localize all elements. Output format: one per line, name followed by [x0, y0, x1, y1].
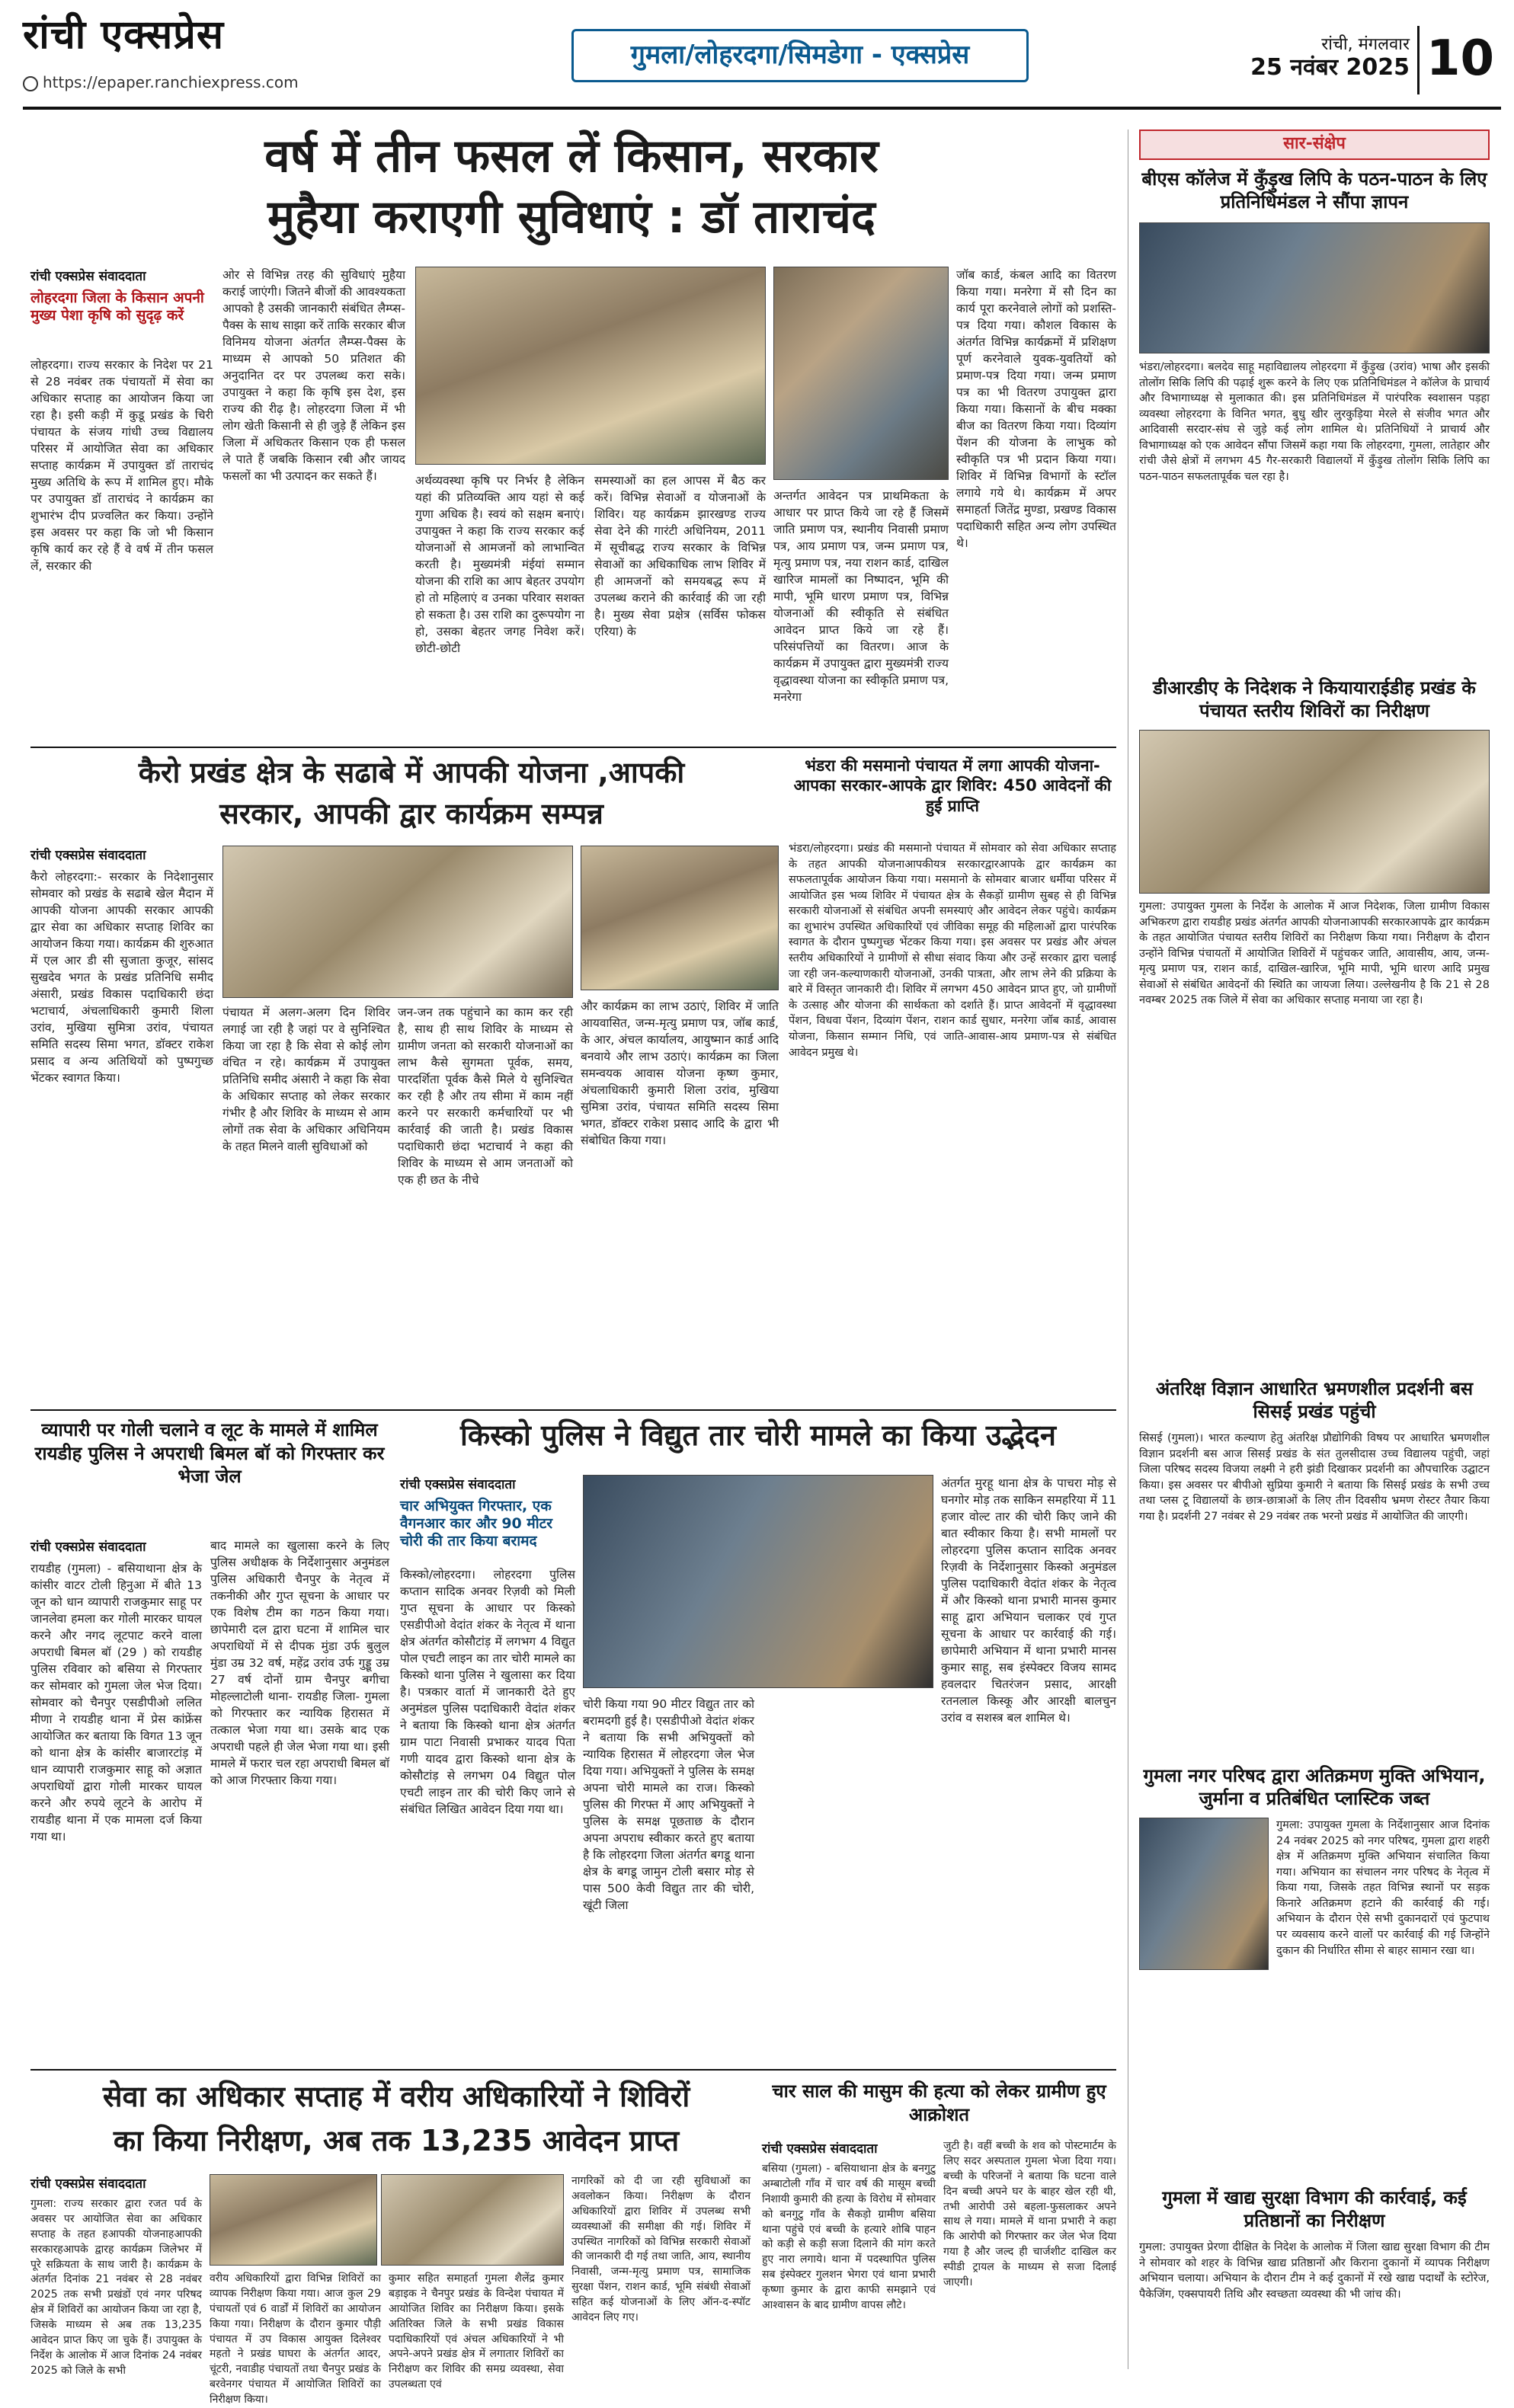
story3-headline: भंडरा की मसमानो पंचायत में लगा आपकी योजना-आपका सरकार-आपके द्वार शिविर: 450 आवेदनों की हुई प्राप्ति — [793, 756, 1112, 815]
globe-icon — [23, 76, 38, 91]
story5-photo-accused — [583, 1475, 933, 1688]
story2-byline: रांची एक्सप्रेस संवाददाता — [30, 848, 146, 863]
story6-headline-line2: का किया निरीक्षण, अब तक 13,235 आवेदन प्राप्त — [113, 2124, 680, 2157]
sidebar-tag: सार-संक्षेप — [1139, 130, 1490, 160]
story4-headline: व्यापारी पर गोली चलाने व लूट के मामले में शामिल रायडीह पुलिस ने अपराधी बिमल बॉ को गिरफ्तार कर भेजा जेल — [34, 1419, 385, 1488]
story2-col-4: और कार्यक्रम का लाभ उठाएं, शिविर में जाति आयवासित, जन्म-मृत्यु प्रमाण पत्र, जॉब कार्ड, के आर, अंचल कार्यालय, आयुष्मान कार्ड आदि बनवाये और लाभ उठाएं। कार्यक्रम का जिला समन्वयक आवास योजना कृष्ण कुमार, अंचलाधिकारी कुमारी शिला उरांव, मुखिया सुमित्रा उरांव, पंचायत समिति सदस्य सिमा भगत, डॉक्टर राकेश प्रसाद आदि के द्वारा भी संबोधित किया गया। — [581, 999, 779, 1147]
lead-photo-speaker — [773, 267, 949, 480]
masthead-rule — [23, 107, 1501, 110]
story6-col-4: नागरिकों को दी जा रही सुविधाओं का अवलोकन किया। निरीक्षण के दौरान अधिकारियों द्वारा शिविर में उपलब्ध सभी व्यवस्थाओं की समीक्षा की गई। शिविर में उपस्थित नागरिकों को विभिन्न सरकारी सेवाओं की जानकारी दी गई तथा जाति, आय, स्थानीय निवासी, जन्म-मृत्यु प्रमाण पत्र, सामाजिक सुरक्षा पेंशन, राशन कार्ड, भूमि संबंधी सेवाओं सहित कई योजनाओं के लिए ऑन-द-स्पॉट आवेदन लिए गए। — [571, 2175, 751, 2323]
url-text: https://epaper.ranchiexpress.com — [43, 73, 299, 91]
lead-col-3: अर्थव्यवस्था कृषि पर निर्भर है लेकिन यहां की प्रतिव्यक्ति आय यहां से कई गुणा अधिक है। स्वयं को सक्षम बनाएं। उपायुक्त ने कहा कि राज्य सरकार कई योजनाओं से आमजनों को लाभान्वित करती है। मुख्यमंत्री मंईयां सम्मान योजना की राशि का आप बेहतर उपयोग हो तो महिलाएं व उनका परिवार सशक्त हो सकता है। उस राशि का दुरूपयोग ना हो, उसका बेहतर जगह निवेश करें। छोटी-छोटी — [415, 474, 584, 655]
story2-col-2: पंचायत में अलग-अलग दिन शिविर लगाई जा रही है जहां पर वे सुनिश्चित किया जा रहा है कि सेवा से कोई लोग वंचित न रहे। कार्यक्रम में उपायुक्त प्रतिनिधि समीद अंसारी ने कहा कि सेवा के अधिकार सप्ताह को लेकर सरकार गंभीर है और शिविर के माध्यम से आम लोगों तक सेवा के अधिकार अधिनियम के तहत मिलने वाली सुविधाओं को — [222, 1006, 390, 1153]
newspaper-logo: रांची एक्सप्रेस — [23, 11, 225, 58]
lead-col-5: अन्तर्गत आवेदन पत्र प्राथमिकता के आधार पर प्राप्त किये जा रहे हैं जिसमें जाति प्रमाण पत्र, स्थानीय निवासी प्रमाण पत्र, आय प्रमाण पत्र, जन्म प्रमाण पत्र, मृत्यु प्रमाण पत्र, नया राशन कार्ड, दाखिल खारिज मामलों का निष्पादन, भूमि की मापी, भूमि धारण प्रमाण पत्र, विभिन्न योजनाओं की स्वीकृति से संबंधित आवेदन प्राप्त किये जा रहे हैं। परिसंपत्तियों का वितरण। आज के कार्यक्रम में उपायुक्त द्वारा मुख्यमंत्री राज्य वृद्धावस्था योजना का स्वीकृति प्रमाण पत्र, मनरेगा — [773, 489, 949, 704]
sidebar-story3-body: सिसई (गुमला)। भारत कल्याण हेतु अंतरिक्ष प्रौद्योगिकी विषय पर आधारित भ्रमणशील विज्ञान प्रदर्शनी बस आज सिसई प्रखंड के संत तुलसीदास उच्च विद्यालय पहुंची, जहां जिला परिषद सदस्य विजया लक्ष्मी ने हरी झंडी दिखाकर प्रदर्शनी का औपचारिक उद्घाटन किया। इस अवसर पर बीपीओ सुप्रिया कुमारी ने बताया कि सिसई प्रखंड के सभी उच्च तथा प्लस टू विद्यालयों के छात्र-छात्राओं के लिए तीन दिवसीय भ्रमण रोस्टर तैयार किया गया है। प्रदर्शनी 27 नवंबर से 29 नवंबर तक भरनो प्रखंड में आयोजित की जाएगी। — [1139, 1432, 1490, 1523]
lead-byline: रांची एक्सप्रेस संवाददाता — [30, 269, 146, 284]
mid-rule — [30, 1409, 1116, 1411]
section-banner: गुमला/लोहरदगा/सिमडेगा - एक्सप्रेस — [571, 29, 1029, 82]
story5-col-3-lower — [762, 1696, 933, 2061]
story4-col-1: रायडीह (गुमला) - बसियाथाना क्षेत्र के कांसीर वाटर टोली हिनुआ में बीते 13 जून को धान व्यापारी राजकुमार साहू पर जानलेवा हमला कर गोली मारकर घायल करने और नगद लूटपाट करने वाला अपराधी बिमल बॉ (29 ) को रायडीह पुलिस रविवार को बसिया से गिरफ्तार कर सोमवार को गुमला जेल भेज दिया। सोमवार को चैनपुर एसडीपीओ ललित मीणा ने रायडीह थाना में प्रेस कांफ्रेंस आयोजित कर बताया कि विगत 13 जून को थाना क्षेत्र के कांसीर बाजारटांड़ में धान व्यापारी राजकुमार साहू को अज्ञात अपराधियों द्वारा गोली मारकर घायल करने और रुपये लूटने के आरोप में रायडीह थाना में एक मामला दर्ज किया गया था। — [30, 1562, 202, 1844]
story6-col-2: वरीय अधिकारियों द्वारा विभिन्न शिविरों का व्यापक निरीक्षण किया गया। आज कुल 29 पंचायतों एवं 6 वार्डों में शिविरों का आयोजन किया गया। निरीक्षण के दौरान कुमार पौड़ी पंचायत में उप विकास आयुक्त दिलेश्वर महतो ने प्रखंड घाघरा के अंतर्गत आदर, चूंटरी, नवाडीह पंचायतों तथा चैनपुर प्रखंड के बरवेनगर पंचायत में आयोजित शिविरों का निरीक्षण किया। — [210, 2272, 381, 2406]
sidebar-story2-photo — [1139, 730, 1490, 894]
story6-col-3: कुमार सहित समाहर्ता गुमला शैलेंद्र कुमार बड़ाइक ने चैनपुर प्रखंड के विन्देश पंचायत में आयोजित शिविर का निरीक्षण किया। इसके अतिरिक्त जिले के सभी प्रखंड विकास पदाधिकारियों एवं अंचल अधिकारियों ने भी अपने-अपने प्रखंड क्षेत्र में लगातार शिविरों का निरीक्षण कर शिविर की समग्र व्यवस्था, सेवा उपलब्धता एवं — [389, 2272, 564, 2391]
story6-headline-line1: सेवा का अधिकार सप्ताह में वरीय अधिकारियों ने शिविरों — [102, 2080, 690, 2113]
sidebar-story4-body-continued — [1139, 1976, 1490, 2189]
sidebar-story3-headline: अंतरिक्ष विज्ञान आधारित भ्रमणशील प्रदर्शनी बस सिसई प्रखंड पहुंची — [1155, 1378, 1474, 1422]
lower-rule — [30, 2069, 1116, 2071]
story7-byline: रांची एक्सप्रेस संवाददाता — [762, 2141, 878, 2157]
lead-headline-line2: मुहैया कराएगी सुविधाएं : डॉ ताराचंद — [267, 190, 875, 244]
lead-col-6: जॉब कार्ड, कंबल आदि का वितरण किया गया। मनरेगा में सौ दिन का कार्य पूरा करनेवाले लोगों को प्रशस्ति-पत्र दिया गया। कौशल विकास के अंतर्गत विभिन्न कार्यक्रमों में प्रशिक्षण पूर्ण करनेवाले युवक-युवतियों को प्रमाण-पत्र दिया गया। जन्म प्रमाण पत्र का भी वितरण उपायुक्त द्वारा किया गया। किसानों के बीच मक्का बीज का वितरण किया गया। दिव्यांग पेंशन की योजना के लाभुक को स्वीकृति पत्र भी प्रदान किया गया। शिविर में विभिन्न विभागों के स्टॉल लगाये गये थे। कार्यक्रम में अपर समाहर्ता जितेंद्र मुण्डा, प्रखण्ड विकास पदाधिकारी सहित अन्य लोग उपस्थित थे। — [956, 268, 1116, 550]
lead-col-4: समस्याओं का हल आपस में बैठ कर करें। विभिन्न सेवाओं व योजनाओं के शिविर। यह कार्यक्रम झारखण्ड राज्य सेवा देने की गारंटी अधिनियम, 2011 में सूचीबद्ध राज्य सरकार के विभिन्न सेवाओं का अधिकाधिक लाभ शिविर में ही आमजनों को समयबद्ध रूप में उपलब्ध कराने की कार्रवाई की जा रही है। मुख्य सेवा प्रक्षेत्र (सर्विस फोकस एरिया) के — [594, 474, 766, 638]
sidebar-story1-photo — [1139, 222, 1490, 353]
sidebar-story1-headline: बीएस कॉलेज में कुँड़ुख लिपि के पठन-पाठन के लिए प्रतिनिधिमंडल ने सौंपा ज्ञापन — [1141, 168, 1487, 213]
sidebar-story1-body: भंडरा/लोहरदगा। बलदेव साहू महाविद्यालय लोहरदगा में कुँड़ुख (उरांव) भाषा और इसकी तोलोंग सिकि लिपि की पढ़ाई शुरू करने के लिए एक प्रतिनिधिमंडल ने कॉलेज के प्राचार्य और विभागाध्यक्ष से मुलाकात की। इस प्रतिनिधिमंडल में पारंपरिक स्वशासन पड़हा व्यवस्था लोहरदगा के विनित भगत, बुधु खीर लुरकुड़िया मेरले से संजीव भगत और आदिवासी सरदार-संघ से जुड़े कई लोग शामिल थे। प्रतिनिधियों ने प्राचार्य और विभागाध्यक्ष को एक आवेदन सौंपा जिसमें कहा गया कि लोहरदगा, गुमला, लातेहार और रांची जैसे क्षेत्रों में लगभग 45 गैर-सरकारी विद्यालयों में कुँड़ुख तोलोंग सिकि लिपि का पठन-पाठन सफलतापूर्वक चल रहा है। — [1139, 361, 1490, 484]
story6-photo-1 — [210, 2174, 377, 2266]
sidebar-story2-headline: डीआरडीए के निदेशक ने कियायाराईडीह प्रखंड के पंचायत स्तरीय शिविरों का निरीक्षण — [1153, 677, 1476, 721]
lead-col-1: लोहरदगा। राज्य सरकार के निदेश पर 21 से 28 नवंबर तक पंचायतों में सेवा का अधिकार सप्ताह का आयोजन किया जा रहा है। इसी कड़ी में कुडू प्रखंड के चिरी पंचायत के संजय गांधी उच्च विद्यालय परिसर में आयोजित सेवा का अधिकार सप्ताह कार्यक्रम में उपायुक्त डॉ ताराचंद मुख्य अतिथि के रूप में शामिल हुए। मौके पर उपायुक्त डॉ ताराचंद ने कार्यक्रम का शुभारंभ दीप प्रज्वलित कर किया। उन्होंने इस अवसर पर कहा कि जो भी किसान कृषि कार्य कर रहे हैं वे वर्ष में तीन फसल लें, सरकार की — [30, 358, 213, 573]
story2-headline-line2: सरकार, आपकी द्वार कार्यक्रम सम्पन्न — [219, 797, 603, 830]
story5-col-3: अंतर्गत मुरहू थाना क्षेत्र के पाचरा मोड़ से घनगोर मोड़ तक साकिन समहरिया में 11 हजार वोल्ट तार की चोरी किए जाने की बात स्वीकार किया है। सभी मामलों पर लोहरदगा पुलिस कप्तान सादिक अनवर रिज़वी के निर्देशानुसार किस्को अनुमंडल पुलिस पदाधिकारी वेदांत शंकर के नेतृत्व में और किस्को थाना प्रभारी मानस कुमार साहू द्वारा अभियान चलाकर एवं गुप्त सूचना के आधार पर कार्रवाई की गई। छापेमारी अभियान में थाना प्रभारी मानस कुमार साहू, सब इंस्पेक्टर विजय सामद हवलदार चितरंजन प्रसाद, आरक्षी रतनलाल किस्कू और आरक्षी बालचुन उरांव व सशस्त्र बल शामिल थे। — [941, 1476, 1116, 1725]
story5-subheadline: चार अभियुक्त गिरफ्तार, एक वैगनआर कार और 90 मीटर चोरी की तार किया बरामद — [400, 1498, 553, 1549]
sidebar-story5-headline: गुमला में खाद्य सुरक्षा विभाग की कार्रवाई, कई प्रतिष्ठानों का निरीक्षण — [1162, 2187, 1467, 2231]
story5-headline: किस्को पुलिस ने विद्युत तार चोरी मामले का किया उद्भेदन — [460, 1418, 1056, 1452]
lead-bottom-rule — [30, 747, 1116, 748]
story2-headline-line1: कैरो प्रखंड क्षेत्र के सढाबे में आपकी योजना ,आपकी — [138, 756, 685, 789]
lead-headline-line1: वर्ष में तीन फसल लें किसान, सरकार — [264, 130, 879, 183]
story2-col-1: कैरो लोहरदगा:- सरकार के निदेशानुसार सोमवार को प्रखंड के सढाबे खेल मैदान में आपकी योजना आपकी सरकार आपकी द्वार सेवा का अधिकार सप्ताह शिविर का आयोजन किया गया। कार्यक्रम की शुरुआत में एल आर डी सी सुजाता कुजूर, सांसद सुखदेव भगत के प्रखंड प्रतिनिधि समीद अंसारी, प्रखंड विकास पदाधिकारी छंदा भटाचार्य, अंचलाधिकारी कुमारी शिला उरांव, मुखिया सुमित्रा उरांव, पंचायत समिति सदस्य सिमा भगत, डॉक्टर राकेश प्रसाद व अन्य अतिथियों को पुष्पगुच्छ भेंटकर स्वागत किया। — [30, 870, 213, 1085]
city-day: रांची, मंगलवार — [1321, 35, 1410, 54]
story5-byline: रांची एक्सप्रेस संवाददाता — [400, 1477, 516, 1492]
epaper-url[interactable] — [23, 73, 343, 96]
story7-col-1: बसिया (गुमला) - बसियाथाना क्षेत्र के बनगुटु अम्बाटोली गाँव में चार वर्ष की मासूम बच्ची निशायी कुमारी की हत्या के विरोध में सोमवार को बनगुटु गाँव के सैकड़ो ग्रामीण बसिया थाना पहुंचे एवं बच्ची के हत्यारे शोबि पाहन को कड़ी से कड़ी सजा दिलाने की मांग करते हुए नारा लगाये। थाना में पदस्थापित पुलिस सब इंस्पेक्टर गुलशन भेगरा एवं थाना प्रभारी कृष्णा कुमार के द्वारा काफी समझाने एवं आश्वासन के बाद ग्रामीण वापस लौटे। — [762, 2163, 936, 2311]
story7-headline: चार साल की मासुम की हत्या को लेकर ग्रामीण हुए आक्रोशत — [772, 2080, 1106, 2126]
dateline — [1189, 34, 1410, 94]
sidebar-story5-body: गुमला: उपायुक्त प्रेरणा दीक्षित के निदेश के आलोक में जिला खाद्य सुरक्षा विभाग की टीम ने सोमवार को शहर के विभिन्न खाद्य प्रतिष्ठानों और किराना दुकानों में व्यापक निरीक्षण अभियान चलाया। अभियान के दौरान टीम ने कई दुकानों में रखे खाद्य पदार्थों के स्टोरेज, पैकेजिंग, एक्सपायरी तिथि और स्वच्छता व्यवस्था की भी जांच की। — [1139, 2241, 1490, 2301]
lead-photo-audience — [415, 267, 766, 465]
story6-photo-2 — [381, 2174, 564, 2266]
story2-col-3: जन-जन तक पहुंचाने का काम कर रही है, साथ ही साथ शिविर के माध्यम से ग्रामीण जनता को सरकारी योजनाओं का लाभ कैसे सुगमता पूर्वक, समय, पारदर्शिता पूर्वक कैसे मिले ये सुनिश्चित कर रही है और तय सीमा में काम नहीं करने पर सरकारी कर्मचारियों पर भी कार्रवाई की जाती है। प्रखंड विकास पदाधिकारी छंदा भटाचार्य ने कहा की शिविर के माध्यम से आम जनताओं को एक ही छत के नीचे — [398, 1006, 573, 1187]
story6-byline: रांची एक्सप्रेस संवाददाता — [30, 2176, 146, 2192]
page-number: 10 — [1417, 26, 1501, 94]
sidebar-story4-body: गुमला: उपायुक्त गुमला के निर्देशानुसार आज दिनांक 24 नवंबर 2025 को नगर परिषद, गुमला द्वारा शहरी क्षेत्र में अतिक्रमण मुक्ति अभियान संचालित किया गया। अभियान का संचालन नगर परिषद के नेतृत्व में किया गया, जिसके तहत विभिन्न स्थानों पर सड़क किनारे अतिक्रमण हटाने की कार्रवाई की गई। अभियान के दौरान ऐसे सभी दुकानदारों एवं फुटपाथ पर व्यवसाय करने वालों पर कार्रवाई की गई जिन्होंने दुकान की निर्धारित सीमा से बाहर सामान रखा था। — [1276, 1819, 1490, 1957]
lead-col-2: ओर से विभिन्न तरह की सुविधाएं मुहैया कराई जाएंगी। जितने बीजों की आवश्यकता आपको है उसकी जानकारी संबंधित लैम्प्स-पैक्स के साथ साझा करें ताकि सरकार बीज विनिमय योजना अंतर्गत लैम्प्स-पैक्स के माध्यम से आपको 50 प्रतिशत की अनुदानित दर पर उपलब्ध करा सके। उपायुक्त ने कहा कि कृषि इस देश, इस राज्य की रीढ़ है। लोहरदगा जिला में भी लोग खेती किसानी से ही जुड़े हैं लेकिन इस जिला में अधिकतर किसान एक ही फसल ले पाते हैं जबकि किसान रबी और जायद फसलों का भी उत्पादन कर सकते हैं। — [222, 268, 405, 483]
sidebar-story4-headline: गुमला नगर परिषद द्वारा अतिक्रमण मुक्ति अभियान, जुर्माना व प्रतिबंधित प्लास्टिक जब्त — [1143, 1765, 1486, 1809]
story6-col-1: गुमला: राज्य सरकार द्वारा रजत पर्व के अवसर पर आयोजित सेवा का अधिकार सप्ताह के तहत हआपकी योजनाहआपकी सरकारहआपके द्वारह कार्यक्रम जिलेभर में पूरे सक्रियता के साथ जारी है। कार्यक्रम के अंतर्गत दिनांक 21 नवंबर से 28 नवंबर 2025 तक सभी प्रखंडों एवं नगर परिषद क्षेत्र में शिविरों का आयोजन किया जा रहा है, जिसके माध्यम से अब तक 13,235 आवेदन प्राप्त किए जा चुके हैं। उपायुक्त के निर्देश के आलोक में आज दिनांक 24 नवंबर 2025 को जिले के सभी — [30, 2198, 202, 2377]
issue-date: 25 नवंबर 2025 — [1250, 54, 1410, 81]
story2-photo-camp — [581, 846, 779, 990]
sidebar-story2-body: गुमला: उपायुक्त गुमला के निर्देश के आलोक में आज निदेशक, जिला ग्रामीण विकास अभिकरण द्वारा रायडीह प्रखंड अंतर्गत आपकी योजनाआपकी सरकारआपके द्वार कार्यक्रम के तहत आयोजित पंचायत स्तरीय शिविरों का निरीक्षण किया गया। निरीक्षण के दौरान उन्होंने विभिन्न पंचायतों में आयोजित शिविरों में पहुंचकर जाति, आवासीय, आय, जन्म-मृत्यु प्रमाण पत्र, राशन कार्ड, दाखिल-खारिज, भूमि मापी, भूमि धारण आदि प्रमुख सेवाओं से संबंधित आवेदनों की स्थिति का जायजा लिया। उल्लेखनीय है कि 21 से 28 नवम्बर 2025 तक जिले में सेवा का अधिकार सप्ताह मनाया जा रहा है। — [1139, 900, 1490, 1007]
story5-col-1: किस्को/लोहरदगा। लोहरदगा पुलिस कप्तान सादिक अनवर रिज़वी को मिली गुप्त सूचना के आधार पर किस्को एसडीपीओ वेदांत शंकर के नेतृत्व में थाना क्षेत्र अंतर्गत कोसौटांड़ में लगभग 4 विद्युत पोल एचटी लाइन का तार चोरी मामले का किस्को थाना पुलिस ने खुलासा कर दिया है। पत्रकार वार्ता में जानकारी देते हुए अनुमंडल पुलिस पदाधिकारी वेदांत शंकर ने बताया कि किस्को थाना क्षेत्र अंतर्गत ग्राम पाटा निवासी प्रभाकर यादव पिता गणी यादव द्वारा किस्को थाना क्षेत्र के कोसौटांड़ से लगभग 04 विद्युत पोल एचटी लाइन तार की चोरी किए जाने से संबंधित लिखित आवेदन दिया गया था। — [400, 1568, 575, 1816]
story5-col-2: चोरी किया गया 90 मीटर विद्युत तार को बरामदगी हुई है। एसडीपीओ वेदांत शंकर ने बताया कि सभी अभियुक्तों को न्यायिक हिरासत में लोहरदगा जेल भेज दिया गया। अभियुक्तों ने पुलिस के समक्ष अपना चोरी मामले का राज। किस्को पुलिस की गिरफ्त में आए अभियुक्तों ने पुलिस के समक्ष पूछताछ के दौरान अपना अपराध स्वीकार करते हुए बताया है कि लोहरदगा जिला अंतर्गत बगडू थाना क्षेत्र के बगडू जामुन टोली बसार मोड़ से पास 500 केवी विद्युत तार की चोरी, खूंटी जिला — [583, 1697, 754, 1912]
story2-photo-dais — [222, 846, 573, 998]
story4-byline: रांची एक्सप्रेस संवाददाता — [30, 1540, 146, 1555]
story3-body: भंडरा/लोहरदगा। प्रखंड की मसमानो पंचायत में सोमवार को सेवा अधिकार सप्ताह के तहत आपकी योजनाआपकीयत्र सरकारद्वारआपके द्वार कार्यक्रम का सफलतापूर्वक आयोजन किया गया। मसमानो के सोमवार बाजार धर्मीया परिसर में आयोजित इस भव्य शिविर में पंचायत क्षेत्र के सैकड़ों ग्रामीण सुबह से ही विभिन्न सरकारी योजनाओं से संबंधित अपनी समस्याएं और आवेदन लेकर पहुंचे। कार्यक्रम का शुभारंभ उपस्थित अधिकारियों एवं जीविका समूह की महिलाओं द्वारा पारंपरिक स्वागत के दौरान पुष्पगुच्छ भेंटकर किया गया। इस अवसर पर प्रखंड और अंचल स्तरीय अधिकारियों ने ग्रामीणों से सीधा संवाद किया और उन्हें सरकार द्वारा चलाई जा रही जन-कल्याणकारी योजनाओं, उनकी पात्रता, और लाभ लेने की प्रक्रिया के बारे में विस्तृत जानकारी दी। शिविर में लगभग 450 आवेदन प्राप्त हुए, जो ग्रामीणों के उत्साह और योजना की सार्थकता को दर्शाते हैं। प्राप्त आवेदनों में वृद्धावस्था पेंशन, विधवा पेंशन, दिव्यांग पेंशन, राशन कार्ड सुधार, मनरेगा जॉब कार्ड, आवास योजना, किसान सम्मान निधि, एवं जाति-आवास-आय प्रमाण-पत्र से संबंधित आवेदन प्रमुख थे। — [789, 843, 1116, 1059]
story7-col-2: जुटी है। वहीं बच्ची के शव को पोस्टमार्टम के लिए सदर अस्पताल गुमला भेजा दिया गया। बच्ची के परिजनों ने बताया कि घटना वाले दिन बच्ची अपने घर के बाहर खेल रही थी, तभी आरोपी उसे बहला-फुसलाकर अपने साथ ले गया। मामले में थाना प्रभारी ने कहा कि आरोपी को गिरफ्तार कर जेल भेज दिया गया है और जल्द ही चार्जशीट दाखिल कर स्पीडी ट्रायल के माध्यम से सजा दिलाई जाएगी। — [943, 2140, 1116, 2288]
sidebar-story4-photo — [1139, 1818, 1269, 1970]
story4-col-2: बाद मामले का खुलासा करने के लिए पुलिस अधीक्षक के निर्देशानुसार अनुमंडल पुलिस अधिकारी चैनपुर के नेतृत्व में तकनीकी और गुप्त सूचना के आधार पर एक विशेष टीम का गठन किया गया। छापेमारी दल द्वारा घटना में शामिल चार अपराधियों में से दीपक मुंडा उर्फ बुलुल मुंडा उम्र 32 वर्ष, महेंद्र उरांव उर्फ गुड्डू उम्र 27 वर्ष दोनों ग्राम चैनपुर बगीचा मोहल्लाटोली थाना- रायडीह जिला- गुमला को गिरफ्तार कर न्यायिक हिरासत में तत्काल भेजा गया था। उसके बाद एक अपराधी पहले ही जेल भेजा गया था। इसी मामले में फरार चल रहा अपराधी बिमल बॉ को आज गिरफ्तार किया गया। — [210, 1539, 389, 1787]
lead-subheadline: लोहरदगा जिला के किसान अपनी मुख्य पेशा कृषि को सुदृढ़ करें — [30, 289, 204, 324]
